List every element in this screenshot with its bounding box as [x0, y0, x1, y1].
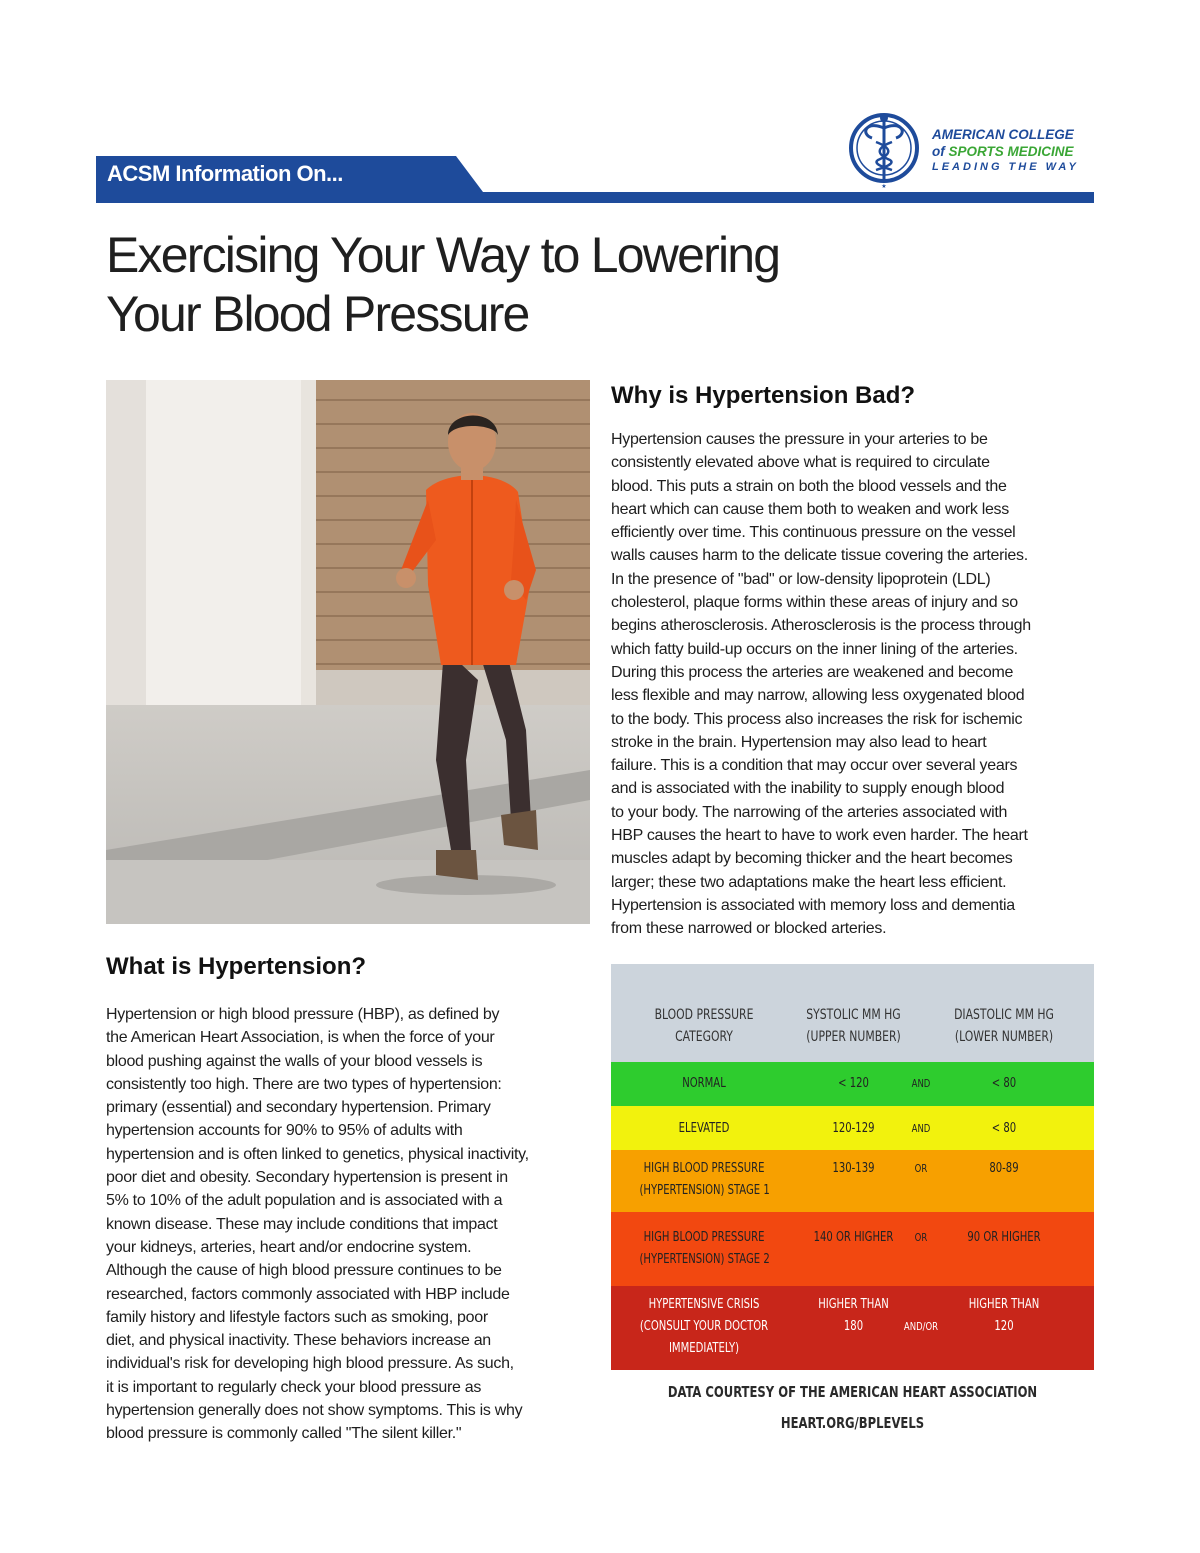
- what-line: blood pushing against the walls of your blood vessels is: [106, 1052, 483, 1070]
- why-line: which fatty build-up occurs on the inner lining of the arteries.: [611, 640, 1018, 658]
- title-line-2: Your Blood Pressure: [106, 286, 529, 342]
- why-line: consistently elevated above what is required to circulate: [611, 454, 990, 472]
- what-heading: What is Hypertension?: [106, 953, 367, 980]
- what-line: Although the cause of high blood pressure continues to be: [106, 1262, 502, 1280]
- bp-header-category-line: CATEGORY: [675, 1029, 733, 1045]
- logo-line-1: AMERICAN COLLEGE: [932, 127, 1074, 142]
- why-line: and is associated with the inability to supply enough blood: [611, 780, 1005, 798]
- bp-row-systolic-line: 130-139: [832, 1161, 875, 1176]
- bp-header-category: [640, 1004, 769, 1048]
- what-line: hypertension and is often linked to genetics, physical inactivity,: [106, 1145, 529, 1163]
- bp-row-diastolic: [943, 1227, 1065, 1249]
- bp-row-category: [640, 1073, 769, 1095]
- what-line: consistently too high. There are two types of hypertension:: [106, 1075, 502, 1093]
- what-line: poor diet and obesity. Secondary hypertension is present in: [106, 1169, 508, 1187]
- what-line: individual's risk for developing high blood pressure. As such,: [106, 1355, 514, 1373]
- bp-row-systolic: [791, 1294, 916, 1338]
- bp-row-category-line: HIGH BLOOD PRESSURE: [643, 1230, 765, 1245]
- bp-row-category: [640, 1158, 769, 1202]
- why-line: begins atherosclerosis. Atherosclerosis is the process through: [611, 617, 1031, 635]
- bp-header-systolic: [791, 1004, 916, 1048]
- bp-row-category-line: (CONSULT YOUR DOCTOR: [639, 1319, 769, 1334]
- logo-line-2-prefix: of: [932, 144, 945, 159]
- bp-row-operator: AND: [911, 1122, 931, 1135]
- bp-row-crisis: [611, 1286, 1094, 1370]
- what-line: known disease. These may include conditions that impact: [106, 1215, 498, 1233]
- header-tab-label: ACSM Information On...: [107, 161, 343, 186]
- why-line: from these narrowed or blocked arteries.: [611, 920, 887, 938]
- bp-row-diastolic-line: < 80: [991, 1076, 1017, 1091]
- bp-row-diastolic: [943, 1073, 1065, 1095]
- bp-row-stage1: [611, 1150, 1094, 1212]
- page-title: [106, 226, 1006, 344]
- logo-tagline: LEADING THE WAY: [932, 161, 1079, 173]
- why-line: cholesterol, plaque forms within these areas of injury and so: [611, 594, 1018, 612]
- bp-header-systolic-line: (UPPER NUMBER): [806, 1029, 901, 1045]
- why-line: larger; these two adaptations make the heart less efficient.: [611, 873, 1007, 891]
- logo-line-2: [932, 144, 1074, 159]
- bp-row-systolic-line: 140 OR HIGHER: [813, 1230, 894, 1245]
- bp-row-category-line: (HYPERTENSION) STAGE 2: [639, 1252, 770, 1267]
- bp-source-link[interactable]: HEART.ORG/BPLEVELS: [780, 1414, 925, 1432]
- what-line: your kidneys, arteries, heart and/or endocrine system.: [106, 1238, 472, 1256]
- bp-row-elevated: [611, 1106, 1094, 1150]
- what-line: diet, and physical inactivity. These behaviors increase an: [106, 1332, 491, 1350]
- bp-row-systolic: [791, 1158, 916, 1180]
- what-line: it is important to regularly check your blood pressure as: [106, 1378, 482, 1396]
- why-line: efficiently over time. This continuous pressure on the vessel: [611, 524, 1016, 542]
- bp-category-table: [611, 964, 1094, 1370]
- bp-row-diastolic: [943, 1158, 1065, 1180]
- why-line: In the presence of "bad" or low-density lipoprotein (LDL): [611, 570, 991, 588]
- bp-header-diastolic-line: (LOWER NUMBER): [954, 1029, 1054, 1045]
- acsm-logo: [846, 104, 1098, 190]
- why-line: heart which can cause them both to weaken and work less: [611, 500, 1009, 518]
- what-line: hypertension generally does not show symptoms. This is why: [106, 1402, 523, 1420]
- bp-row-systolic-line: 180: [843, 1319, 864, 1334]
- why-line: walls causes harm to the delicate tissue covering the arteries.: [611, 547, 1028, 565]
- caduceus-seal-icon: [846, 104, 924, 190]
- why-line: During this process the arteries are weakened and become: [611, 663, 1014, 681]
- why-line: muscles adapt by becoming thicker and the heart becomes: [611, 850, 1013, 868]
- bp-row-systolic: [791, 1227, 916, 1249]
- bp-row-category-line: HIGH BLOOD PRESSURE: [643, 1161, 765, 1176]
- why-line: HBP causes the heart to have to work even harder. The heart: [611, 827, 1028, 845]
- title-line-1: Exercising Your Way to Lowering: [106, 227, 780, 283]
- bp-row-category: [640, 1118, 769, 1140]
- why-line: less flexible and may narrow, allowing less oxygenated blood: [611, 687, 1025, 705]
- bp-row-systolic: [791, 1073, 916, 1095]
- bp-row-operator: AND/OR: [903, 1320, 939, 1333]
- bp-row-systolic: [791, 1118, 916, 1140]
- what-body: [106, 1003, 596, 1446]
- bp-header-category-line: BLOOD PRESSURE: [654, 1007, 754, 1023]
- why-line: to your body. The narrowing of the arteries associated with: [611, 803, 1008, 821]
- what-line: primary (essential) and secondary hypertension. Primary: [106, 1099, 491, 1117]
- bp-row-diastolic-line: 80-89: [989, 1161, 1019, 1176]
- bp-row-category-line: NORMAL: [682, 1076, 726, 1091]
- why-line: Hypertension is associated with memory loss and dementia: [611, 896, 1015, 914]
- bp-row-normal: [611, 1062, 1094, 1106]
- why-line: to the body. This process also increases the risk for ischemic: [611, 710, 1023, 728]
- bp-row-diastolic-line: HIGHER THAN: [968, 1297, 1040, 1312]
- bp-row-operator: OR: [914, 1231, 928, 1244]
- what-line: Hypertension or high blood pressure (HBP), as defined by: [106, 1006, 500, 1023]
- logo-line-2-highlight: SPORTS MEDICINE: [948, 144, 1074, 159]
- what-line: blood pressure is commonly called "The silent killer.": [106, 1425, 462, 1443]
- bp-row-category-line: IMMEDIATELY): [668, 1341, 740, 1356]
- bp-header-diastolic: [943, 1004, 1065, 1048]
- why-line: stroke in the brain. Hypertension may also lead to heart: [611, 733, 987, 751]
- svg-text:★: ★: [881, 183, 887, 190]
- bp-row-category: [640, 1294, 769, 1360]
- what-line: hypertension accounts for 90% to 95% of adults with: [106, 1122, 463, 1140]
- bp-header-systolic-line: SYSTOLIC MM HG: [806, 1007, 901, 1023]
- bp-row-category: [640, 1227, 769, 1271]
- bp-row-operator: AND: [911, 1077, 931, 1090]
- bp-row-systolic-line: 120-129: [832, 1121, 875, 1136]
- bp-row-operator: OR: [914, 1162, 928, 1175]
- why-heading: Why is Hypertension Bad?: [611, 382, 916, 409]
- why-line: blood. This puts a strain on both the blood vessels and the: [611, 477, 1007, 495]
- what-line: family history and lifestyle factors such as smoking, poor: [106, 1308, 488, 1326]
- bp-row-stage2: [611, 1212, 1094, 1286]
- what-line: the American Heart Association, is when the force of your: [106, 1029, 495, 1047]
- why-line: Hypertension causes the pressure in your arteries to be: [611, 431, 988, 448]
- bp-header-row: [611, 964, 1094, 1062]
- bp-row-diastolic: [943, 1294, 1065, 1338]
- bp-row-category-line: (HYPERTENSION) STAGE 1: [639, 1183, 770, 1198]
- why-body: [611, 428, 1101, 941]
- walking-woman-photo: [106, 380, 590, 924]
- bp-source-note: DATA COURTESY OF THE AMERICAN HEART ASSOCIATION: [667, 1383, 1038, 1401]
- why-line: failure. This is a condition that may occur over several years: [611, 757, 1018, 775]
- what-line: researched, factors commonly associated with HBP include: [106, 1285, 510, 1303]
- bp-row-diastolic-line: 90 OR HIGHER: [967, 1230, 1041, 1245]
- bp-header-diastolic-line: DIASTOLIC MM HG: [954, 1007, 1054, 1023]
- bp-row-diastolic-line: 120: [994, 1319, 1014, 1334]
- bp-row-systolic-line: < 120: [838, 1076, 869, 1091]
- bp-row-category-line: ELEVATED: [678, 1121, 730, 1136]
- what-line: 5% to 10% of the adult population and is associated with a: [106, 1192, 503, 1210]
- bp-row-category-line: HYPERTENSIVE CRISIS: [648, 1297, 760, 1312]
- bp-row-systolic-line: HIGHER THAN: [818, 1297, 889, 1312]
- bp-row-diastolic: [943, 1118, 1065, 1140]
- bp-row-diastolic-line: < 80: [991, 1121, 1017, 1136]
